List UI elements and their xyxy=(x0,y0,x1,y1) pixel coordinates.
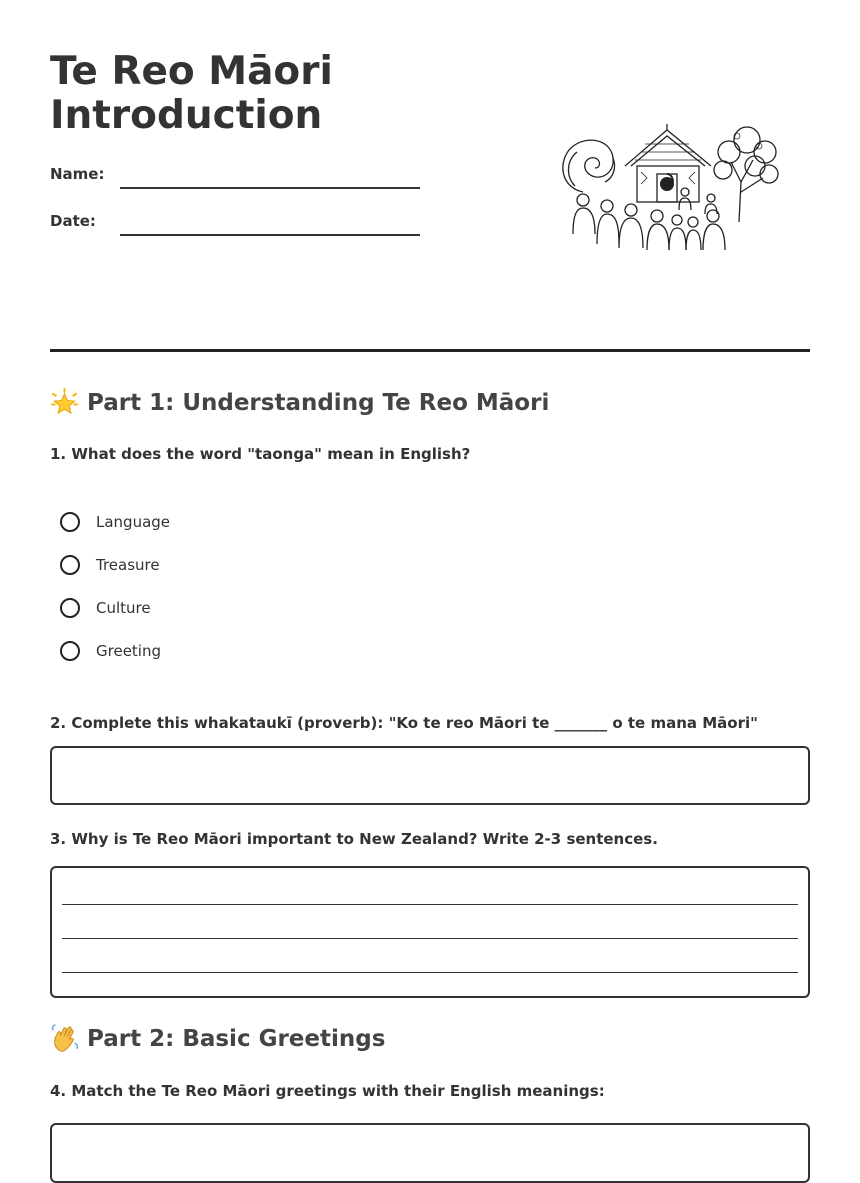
date-field[interactable] xyxy=(120,234,420,236)
option-label: Greeting xyxy=(96,642,161,660)
option-label: Language xyxy=(96,513,171,531)
q1-option-treasure[interactable] xyxy=(60,555,160,575)
writing-line xyxy=(62,938,798,939)
date-label: Date: xyxy=(50,212,96,230)
q2-answer-box[interactable] xyxy=(50,746,810,805)
q1-option-culture[interactable] xyxy=(60,598,151,618)
part1-title-text: Part 1: Understanding Te Reo Māori xyxy=(87,389,550,416)
name-field[interactable] xyxy=(120,187,420,189)
part2-title-text: Part 2: Basic Greetings xyxy=(87,1025,386,1052)
writing-line xyxy=(62,904,798,905)
part2-title xyxy=(50,1024,385,1053)
glowing-star-icon xyxy=(50,388,79,417)
radio-button[interactable] xyxy=(60,512,80,532)
q3-answer-box[interactable] xyxy=(50,866,810,998)
writing-line xyxy=(62,972,798,973)
waving-hand-icon xyxy=(50,1024,79,1053)
section-divider xyxy=(50,349,810,352)
q1-option-greeting[interactable] xyxy=(60,641,161,661)
question-1: 1. What does the word "taonga" mean in English? xyxy=(50,445,471,463)
radio-button[interactable] xyxy=(60,598,80,618)
page-title xyxy=(50,50,470,138)
radio-button[interactable] xyxy=(60,555,80,575)
question-3: 3. Why is Te Reo Māori important to New Zealand? Write 2-3 sentences. xyxy=(50,830,658,848)
name-label: Name: xyxy=(50,165,105,183)
radio-button[interactable] xyxy=(60,641,80,661)
q4-answer-box[interactable] xyxy=(50,1123,810,1183)
title-line-1: Te Reo Māori xyxy=(50,49,333,94)
question-2: 2. Complete this whakataukī (proverb): "Ko te reo Māori te _______ o te mana Māori" xyxy=(50,714,758,732)
title-line-2: Introduction xyxy=(50,93,323,138)
marae-illustration xyxy=(555,122,780,254)
option-label: Culture xyxy=(96,599,151,617)
part1-title xyxy=(50,388,549,417)
q1-option-language[interactable] xyxy=(60,512,170,532)
option-label: Treasure xyxy=(96,556,160,574)
question-4: 4. Match the Te Reo Māori greetings with their English meanings: xyxy=(50,1082,605,1100)
